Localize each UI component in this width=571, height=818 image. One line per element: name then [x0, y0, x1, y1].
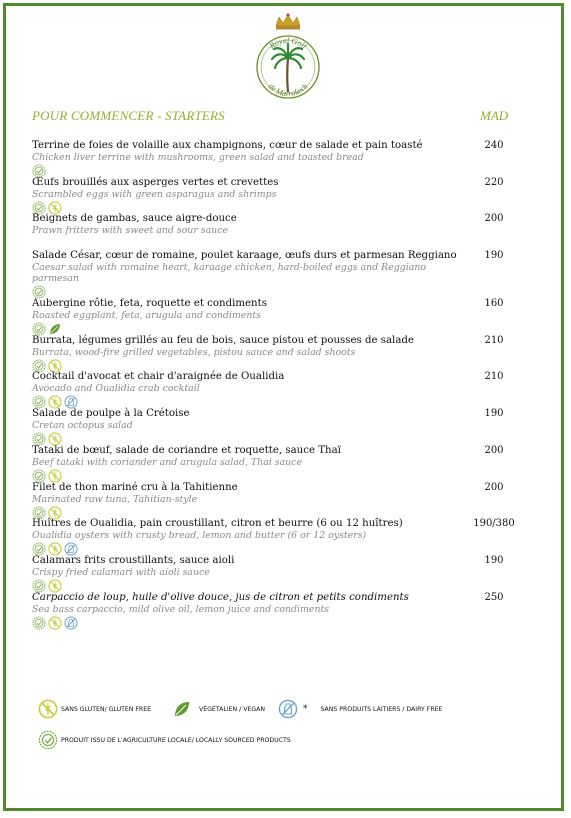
dish-price: 190: [484, 555, 504, 566]
dish-name-en: Sea bass carpaccio, mild olive oil, lemon juice and condiments: [32, 604, 330, 615]
dish-price: 200: [484, 445, 504, 456]
dish-name-fr: Œufs brouillés aux asperges vertes et crevettes: [32, 177, 279, 188]
menu-item: [32, 518, 542, 556]
local-product-icon: [32, 285, 46, 299]
dish-price: 210: [484, 371, 504, 382]
menu-item: [32, 213, 542, 251]
dish-icons: [32, 237, 542, 251]
dairy-free-icon: [278, 699, 298, 719]
gluten-free-icon: [48, 579, 62, 593]
dish-name-en: Beef tataki with coriander and arugula salad, Thai sauce: [32, 457, 302, 468]
currency-header: MAD: [480, 108, 509, 123]
gluten-free-icon: [48, 542, 62, 556]
gluten-free-icon: [48, 432, 62, 446]
dish-icons: [32, 164, 542, 178]
menu-item: [32, 298, 542, 336]
dish-name-en: Oualidia oysters with crusty bread, lemon and butter (6 or 12 oysters): [32, 530, 367, 541]
dish-name-fr: Tataki de bœuf, salade de coriandre et roquette, sauce Thaï: [32, 445, 341, 456]
dish-name-en: Caesar salad with romaine heart, karaage chicken, hard-boiled eggs and Reggiano parmesan: [32, 262, 427, 284]
menu-item: [32, 177, 542, 215]
dish-name-fr: Burrata, légumes grillés au feu de bois, sauce pistou et pousses de salade: [32, 335, 414, 346]
dish-icons: [32, 579, 542, 593]
dish-name-fr: Beignets de gambas, sauce aigre-douce: [32, 213, 237, 224]
dish-icons: [32, 285, 542, 299]
dish-name-fr: Filet de thon mariné cru à la Tahitienne: [32, 482, 238, 493]
local-product-icon: [32, 395, 46, 409]
dish-name-fr: Salade César, cœur de romaine, poulet karaage, œufs durs et parmesan Reggiano: [32, 250, 457, 261]
legend-dairy-label: SANS PRODUITS LAITIERS / DAIRY FREE: [320, 705, 443, 713]
leaf-icon: [48, 322, 62, 336]
palm-tree-icon: [272, 44, 304, 92]
dish-name-en: Prawn fritters with sweet and sour sauce: [32, 225, 229, 236]
dish-price: 210: [484, 335, 504, 346]
dish-price: 250: [484, 592, 504, 603]
dish-icons: [32, 469, 542, 483]
menu-item: [32, 335, 542, 373]
local-product-icon: [32, 616, 46, 630]
legend-local-label: PRODUIT ISSU DE L'AGRICULTURE LOCALE/ LOCALLY SOURCED PRODUCTS: [61, 736, 291, 744]
legend-local-products: [38, 730, 291, 750]
local-product-icon: [32, 542, 46, 556]
dish-icons: [32, 542, 542, 556]
dish-price: 220: [484, 177, 504, 188]
gluten-free-icon: [48, 616, 62, 630]
leaf-icon: [172, 699, 192, 719]
crown-icon: [276, 14, 300, 30]
logo-text-bottom: de Marrakech: [266, 81, 310, 99]
dish-price: 200: [484, 482, 504, 493]
dairy-free-icon: [64, 395, 78, 409]
local-product-icon: [32, 164, 46, 178]
dish-name-en: Crispy fried calamari with aioli sauce: [32, 567, 210, 578]
dish-name-fr: Calamars frits croustillants, sauce aioli: [32, 555, 235, 566]
menu-item: [32, 592, 542, 630]
dish-price: 190/380: [473, 518, 515, 529]
dish-price: 240: [484, 140, 504, 151]
legend-gluten-free: [38, 699, 151, 719]
local-product-icon: [32, 579, 46, 593]
menu-item: [32, 445, 542, 483]
menu-item: [32, 555, 542, 593]
dish-icons: [32, 432, 542, 446]
dish-name-en: Cretan octopus salad: [32, 420, 133, 431]
dairy-free-icon: [64, 616, 78, 630]
dish-name-fr: Aubergine rôtie, feta, roquette et condiments: [32, 298, 267, 309]
dish-name-fr: Salade de poulpe à la Crétoise: [32, 408, 190, 419]
local-product-icon: [32, 469, 46, 483]
dish-name-en: Burrata, wood-fire grilled vegetables, pistou sauce and salad shoots: [32, 347, 356, 358]
legend-vegan: [172, 699, 265, 719]
legend-gluten-label: SANS GLUTEN/ GLUTEN FREE: [61, 705, 152, 713]
dish-name-fr: Huîtres de Oualidia, pain croustillant, citron et beurre (6 ou 12 huîtres): [32, 518, 403, 529]
dish-price: 160: [484, 298, 504, 309]
menu-item: [32, 371, 542, 409]
dish-name-fr: Terrine de foies de volaille aux champignons, cœur de salade et pain toasté: [32, 140, 423, 151]
section-title: POUR COMMENCER - STARTERS: [32, 108, 225, 123]
dish-name-en: Chicken liver terrine with mushrooms, green salad and toasted bread: [32, 152, 364, 163]
logo-text-top: Royal Golf: [267, 35, 309, 51]
dish-name-en: Roasted eggplant, feta, arugula and condiments: [32, 310, 261, 321]
dish-name-en: Avocado and Oualidia crab cocktail: [32, 383, 200, 394]
royal-golf-logo: [252, 12, 324, 108]
local-product-icon: [32, 322, 46, 336]
gluten-free-icon: [38, 699, 58, 719]
dish-price: 190: [484, 250, 504, 261]
legend-dairy-free: [278, 699, 442, 719]
local-product-icon: [38, 730, 58, 750]
legend-dairy-star: *: [303, 704, 308, 714]
gluten-free-icon: [48, 395, 62, 409]
dish-price: 200: [484, 213, 504, 224]
dish-icons: [32, 395, 542, 409]
dish-name-fr: Carpaccio de loup, huile d'olive douce, jus de citron et petits condiments: [32, 592, 409, 603]
menu-item: [32, 408, 542, 446]
menu-item: [32, 250, 542, 299]
dish-name-en: Marinated raw tuna, Tahitian-style: [32, 494, 198, 505]
dairy-free-icon: [64, 542, 78, 556]
menu-item: [32, 140, 542, 178]
dish-icons: [32, 322, 542, 336]
dish-name-fr: Cocktail d'avocat et chair d'araignée de Oualidia: [32, 371, 285, 382]
legend-vegan-label: VÉGÉTALIEN / VEGAN: [199, 705, 266, 713]
gluten-free-icon: [48, 469, 62, 483]
local-product-icon: [32, 432, 46, 446]
dish-name-en: Scrambled eggs with green asparagus and shrimps: [32, 189, 277, 200]
menu-item: [32, 482, 542, 520]
dish-icons: [32, 616, 542, 630]
dish-price: 190: [484, 408, 504, 419]
